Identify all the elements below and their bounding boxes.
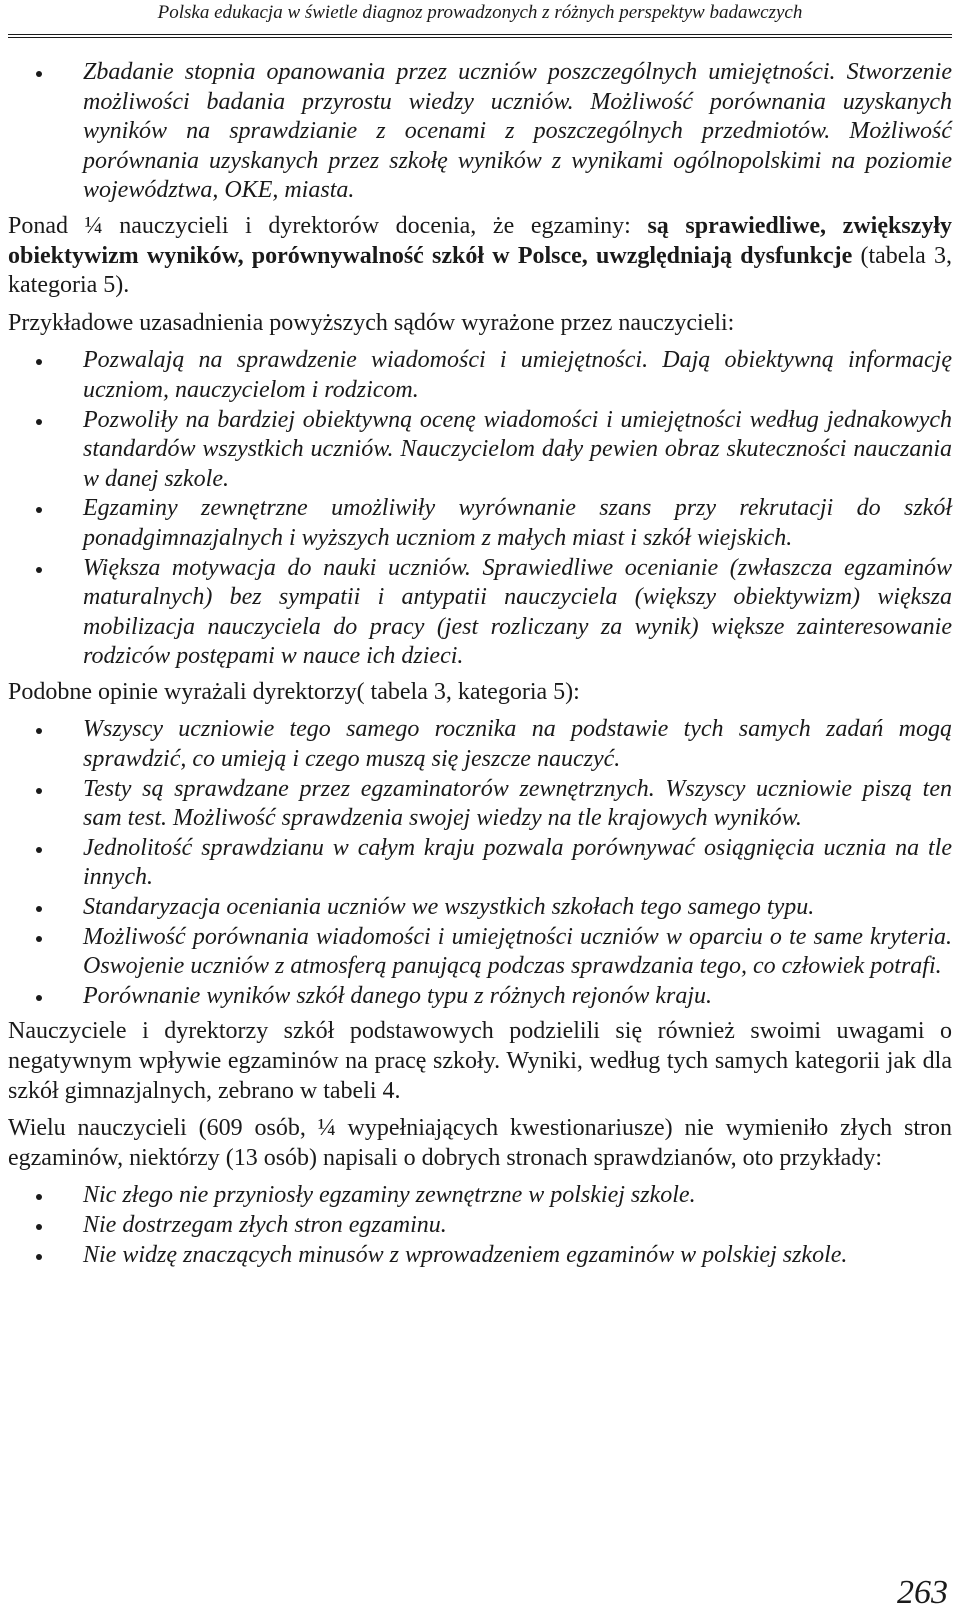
body-text — [8, 58, 952, 1276]
paragraph-lead: Ponad ¼ nauczycieli i dyrektorów docenia, że egzaminy: — [8, 212, 648, 239]
header-rule — [8, 34, 952, 38]
list-item: Nie dostrzegam złych stron egzaminu. — [8, 1211, 952, 1241]
bold-phrase: są sprawiedliwe, zwiększyły obiektywizm wyników, porównywalność szkół w Polsce, uwzględniają dysfunkcje — [8, 212, 952, 269]
bullet-list-directors — [8, 715, 952, 1011]
paragraph-tail: (tabela 3, kategoria 5). — [8, 242, 952, 299]
list-item: Pozwalają na sprawdzenie wiadomości i umiejętności. Dają obiektywną informację uczniom, nauczycielom i rodzicom. — [8, 346, 952, 405]
bullet-list-examples — [8, 1181, 952, 1270]
list-item: Nie widzę znaczących minusów z wprowadzeniem egzaminów w polskiej szkole. — [8, 1241, 952, 1271]
paragraph-many-teachers: Wielu nauczycieli (609 osób, ¼ wypełniających kwestionariusze) nie wymieniło złych stron egzaminów, niektórzy (13 osób) napisali o dobrych stronach sprawdzianów, oto przykłady: — [8, 1115, 952, 1171]
paragraph-directors-intro: Podobne opinie wyrażali dyrektorzy( tabela 3, kategoria 5): — [8, 678, 580, 705]
list-item: Wszyscy uczniowie tego samego rocznika na podstawie tych samych zadań mogą sprawdzić, co umieją i czego muszą się jeszcze nauczyć. — [8, 715, 952, 774]
list-item: Zbadanie stopnia opanowania przez uczniów poszczególnych umiejętności. Stworzenie możliwości badania przyrostu wiedzy uczniów. Możliwość porównania uzyskanych wyników na sprawdzianie z ocenami z poszczególnych przedmiotów. Możliwość porównania uzyskanych przez szkołę wyników z wynikami ogólnopolskimi na poziomie województwa, OKE, miasta. — [8, 58, 952, 206]
page-number: 263 — [897, 1574, 948, 1611]
bullet-list-goals — [8, 58, 952, 206]
list-item: Większa motywacja do nauki uczniów. Sprawiedliwe ocenianie (zwłaszcza egzaminów maturalnych) bez sympatii i antypatii nauczyciela (większy obiektywizm) większa mobilizacja nauczyciela do pracy (jest rozliczany za wynik) większe zainteresowanie rodziców postępami w nauce ich dzieci. — [8, 554, 952, 672]
list-item: Testy są sprawdzane przez egzaminatorów zewnętrznych. Wszyscy uczniowie piszą ten sam test. Możliwość sprawdzenia swojej wiedzy na tle krajowych wyników. — [8, 775, 952, 834]
list-item: Standaryzacja oceniania uczniów we wszystkich szkołach tego samego typu. — [8, 893, 952, 923]
list-item: Pozwoliły na bardziej obiektywną ocenę wiadomości i umiejętności według jednakowych standardów wszystkich uczniów. Nauczycielom dały pewien obraz skuteczności nauczania w danej szkole. — [8, 406, 952, 495]
bullet-list-teachers — [8, 346, 952, 672]
list-item: Nic złego nie przyniosły egzaminy zewnętrzne w polskiej szkole. — [8, 1181, 952, 1211]
list-item: Porównanie wyników szkół danego typu z różnych rejonów kraju. — [8, 982, 952, 1012]
list-item: Egzaminy zewnętrzne umożliwiły wyrównanie szans przy rekrutacji do szkół ponadgimnazjalnych i wyższych uczniom z małych miast i szkół wiejskich. — [8, 494, 952, 553]
running-head: Polska edukacja w świetle diagnoz prowadzonych z różnych perspektyw badawczych — [157, 2, 803, 23]
paragraph-appreciation — [8, 212, 952, 301]
paragraph-primary-schools: Nauczyciele i dyrektorzy szkół podstawowych podzielili się również swoimi uwagami o negatywnym wpływie egzaminów na pracę szkoły. Wyniki, według tych samych kategorii jak dla szkół gimnazjalnych, zebrano w tabeli 4. — [8, 1018, 952, 1104]
paragraph-examples-intro: Przykładowe uzasadnienia powyższych sądów wyrażone przez nauczycieli: — [8, 309, 735, 336]
list-item: Jednolitość sprawdzianu w całym kraju pozwala porównywać osiągnięcia ucznia na tle innych. — [8, 834, 952, 893]
list-item: Możliwość porównania wiadomości i umiejętności uczniów w oparciu o te same kryteria. Oswojenie uczniów z atmosferą panującą podczas sprawdzania tego, co człowiek potrafi. — [8, 923, 952, 982]
